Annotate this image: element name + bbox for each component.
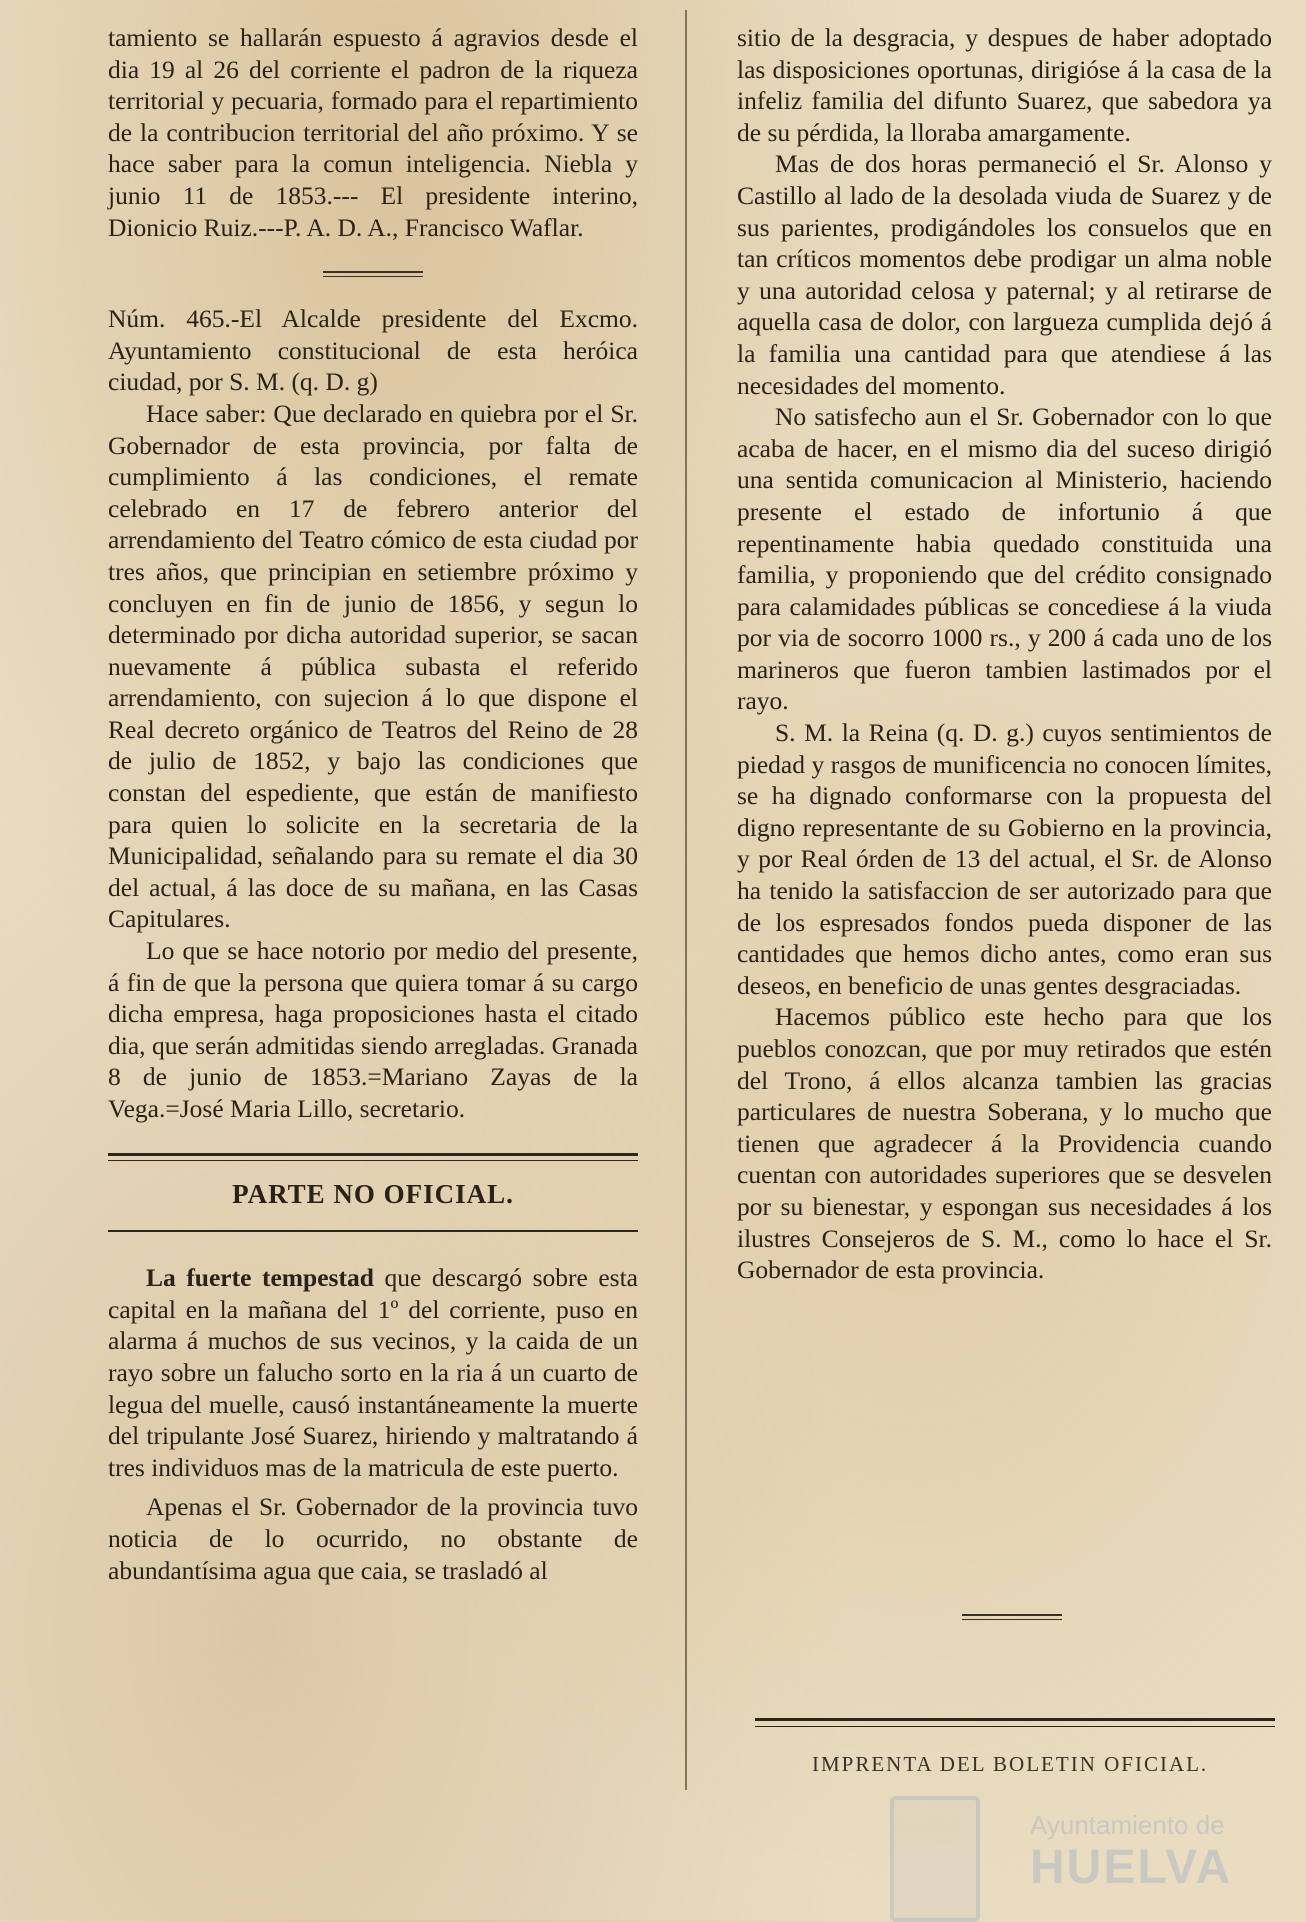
left-column [108,22,638,1586]
paragraph-3: No satisfecho aun el Sr. Gobernador con lo que acaba de hacer, en el mismo dia del suceso dirigió una sentida comunicacion al Ministerio, haciendo presente el estado de infortunio á que repentinamente habia quedado constituida una familia, y proponiendo que del crédito consignado para calamidades públicas se concediese á la viuda por via de socorro 1000 rs., y 200 á cada uno de los marineros que fueron tambien lastimados por el rayo. [737,402,1272,716]
storm-lead: La fuerte tempestad [146,1263,374,1293]
section-divider-top [108,1153,638,1161]
notice-465-heading: Núm. 465.-El Alcalde presidente del Excmo. Ayuntamiento constitucional de esta heróica ciudad, por S. M. (q. D. g) [108,304,638,397]
notice-465-closing: Lo que se hace notorio por medio del presente, á fin de que la persona que quiera tomar á su cargo dicha empresa, haga proposiciones hasta el citado dia, que serán admitidas siendo arregladas. Granada 8 de junio de 1853.=Mariano Zayas de la Vega.=José Maria Lillo, secretario. [108,936,638,1123]
right-column [737,22,1272,1286]
governor-paragraph-start: Apenas el Sr. Gobernador de la provincia tuvo noticia de lo ocurrido, no obstante de abundantísima agua que caia, se trasladó al [108,1492,638,1585]
paragraph-1: sitio de la desgracia, y despues de haber adoptado las disposiciones oportunas, dirigióse á la casa de la infeliz familia del difunto Suarez, que sabedora ya de su pérdida, la lloraba amargamente. [737,23,1272,147]
section-divider-bottom [108,1230,638,1234]
paragraph-2: Mas de dos horas permaneció el Sr. Alonso y Castillo al lado de la desolada viuda de Suarez y de sus parientes, prodigándoles los consuelos que en tan críticos momentos debe prodigar un alma noble y una autoridad celosa y paternal; y al retirarse de aquella casa de dolor, con largueza cumplida dejó á la familia una cantidad para que atendiese á las necesidades del momento. [737,149,1272,400]
footer-divider [755,1718,1275,1727]
paragraph-5: Hacemos público este hecho para que los pueblos conozcan, que por muy retirados que estén del Trono, á ellos alcanza tambien las gracias particulares de nuestra Soberana, y lo mucho que tienen que agradecer á la Providencia cuando cuentan con autoridades superiores que se desvelen por su bienestar, y espongan sus necesidades á los ilustres Consejeros de S. M., como lo hace el Sr. Gobernador de esta provincia. [737,1002,1272,1285]
paragraph-4: S. M. la Reina (q. D. g.) cuyos sentimientos de piedad y rasgos de munificencia no conocen límites, se ha dignado conformarse con la propuesta del digno representante de su Gobierno en la provincia, y por Real órden de 13 del actual, el Sr. de Alonso ha tenido la satisfaccion de ser autorizado para que de los espresados fondos pueda disponer de las cantidades que hemos dicho antes, como eran sus deseos, en beneficio de unas gentes desgraciadas. [737,718,1272,1000]
storm-body: que descargó sobre esta capital en la mañana del 1º del corriente, puso en alarma á muchos de sus vecinos, y la caida de un rayo sobre un falucho sorto en la ria á un cuarto de legua del muelle, causó instantáneamente la muerte del tripulante José Suarez, hiriendo y maltratando á tres individuos mas de la matricula de este puerto. [108,1263,639,1482]
storm-paragraph [108,1262,638,1483]
column-divider [685,10,687,1790]
section-title: PARTE NO OFICIAL. [232,1178,514,1209]
watermark-line-2: HUELVA [1030,1841,1233,1894]
city-crest-icon [890,1796,980,1922]
short-divider [323,271,423,277]
notice-465-body: Hace saber: Que declarado en quiebra por el Sr. Gobernador de esta provincia, por falta de cumplimiento á las condiciones, el remate celebrado en 17 de febrero anterior del arrendamiento del Teatro cómico de esta ciudad por tres años, que principian en setiembre próximo y concluyen en fin de junio de 1856, y segun lo determinado por dicha autoridad superior, se sacan nuevamente á pública subasta el referido arrendamiento, con sujecion á lo que dispone el Real decreto orgánico de Teatros del Reino de 28 de julio de 1852, y bajo las condiciones que constan del espediente, que están de manifiesto para quien lo solicite en la secretaria de la Municipalidad, señalando para su remate el dia 30 del actual, á las doce de su mañana, en las Casas Capitulares. [108,398,638,934]
footer-short-divider [962,1614,1062,1620]
watermark-line-1: Ayuntamiento de [1030,1810,1225,1840]
notice-fragment: tamiento se hallarán espuesto á agravios desde el dia 19 al 26 del corriente el padron de la riqueza territorial y pecuaria, formado para el repartimiento de la contribucion territorial del año próximo. Y se hace saber para la comun inteligencia. Niebla y junio 11 de 1853.--- El presidente interino, Dionicio Ruiz.---P. A. D. A., Francisco Waflar. [108,23,638,242]
imprint-line: IMPRENTA DEL BOLETIN OFICIAL. [812,1752,1209,1776]
watermark [890,1790,1290,1920]
